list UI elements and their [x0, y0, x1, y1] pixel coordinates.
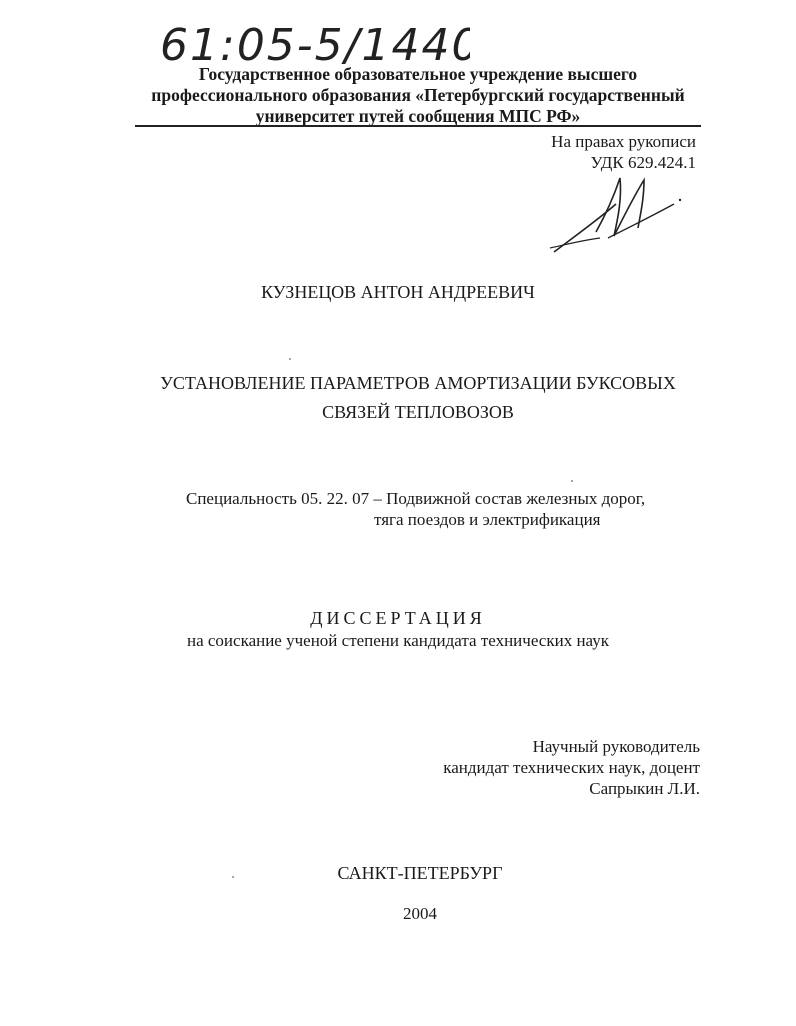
- supervisor-degree: кандидат технических наук, доцент: [443, 758, 700, 777]
- document-type: ДИССЕРТАЦИЯ: [310, 608, 486, 628]
- institution-line-2: профессионального образования «Петербургский государственный: [151, 85, 685, 105]
- title-line-2: СВЯЗЕЙ ТЕПЛОВОЗОВ: [322, 402, 514, 422]
- scan-speck: [289, 358, 291, 360]
- supervisor-role: Научный руководитель: [532, 737, 700, 756]
- title-line-1: УСТАНОВЛЕНИЕ ПАРАМЕТРОВ АМОРТИЗАЦИИ БУКСОВЫХ: [160, 373, 676, 393]
- header-rule: [135, 125, 701, 127]
- archive-number-text: 61:05-5/1440: [160, 20, 470, 71]
- rights-label: На правах рукописи: [551, 132, 696, 151]
- dissertation-title: [100, 369, 736, 427]
- scan-speck: [571, 480, 573, 482]
- specialty-line-2: тяга поездов и электрификация: [374, 510, 601, 529]
- archive-number-handwritten: [160, 12, 470, 72]
- manuscript-block: [551, 131, 696, 173]
- scan-speck: [232, 876, 234, 878]
- supervisor-name: Сапрыкин Л.И.: [589, 779, 700, 798]
- year: 2004: [403, 904, 437, 923]
- author-name: КУЗНЕЦОВ АНТОН АНДРЕЕВИЧ: [261, 282, 535, 302]
- city: САНКТ-ПЕТЕРБУРГ: [337, 863, 503, 883]
- specialty-line-1: Специальность 05. 22. 07 – Подвижной состав железных дорог,: [186, 489, 646, 508]
- supervisor-block: [443, 736, 700, 799]
- institution-line-1: Государственное образовательное учреждение высшего: [198, 64, 638, 84]
- signature: [548, 168, 688, 256]
- degree-statement: на соискание ученой степени кандидата технических наук: [186, 631, 609, 650]
- udc-code: УДК 629.424.1: [590, 153, 696, 172]
- institution-line-3: университет путей сообщения МПС РФ»: [255, 106, 581, 126]
- specialty: [186, 488, 645, 530]
- institution-header: [120, 64, 716, 127]
